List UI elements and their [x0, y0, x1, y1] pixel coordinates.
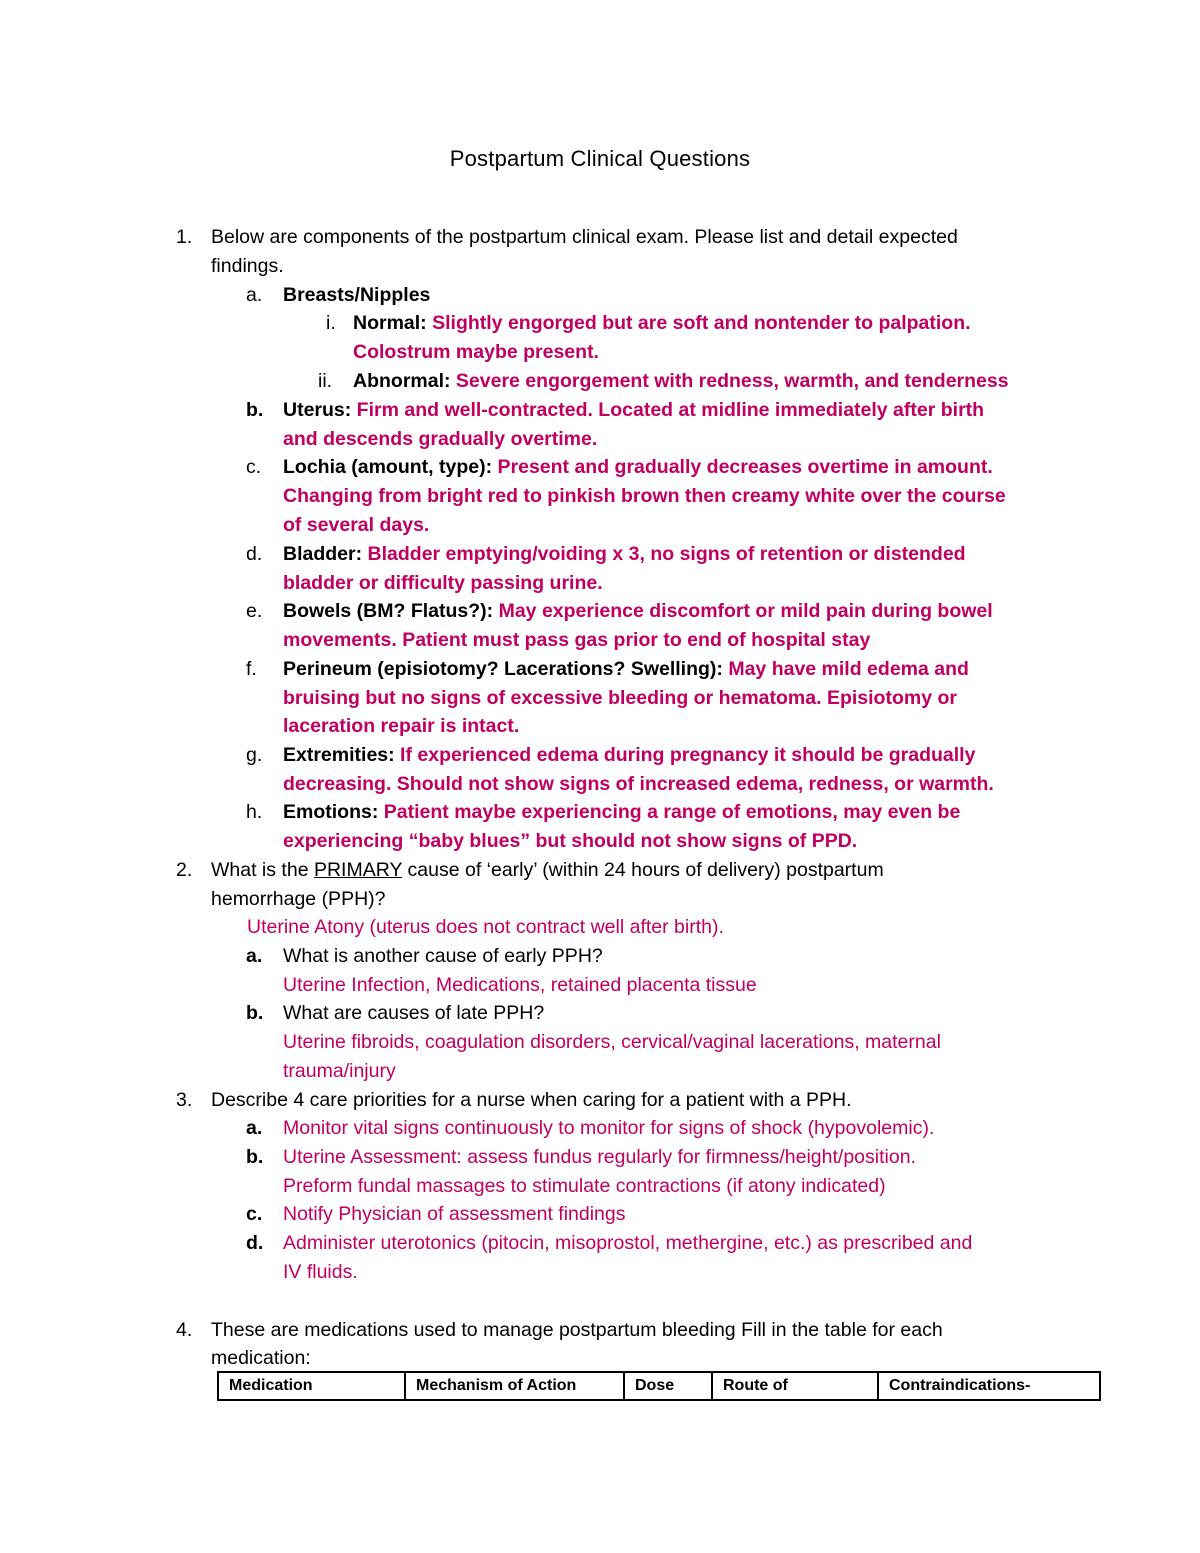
q1h-key: Emotions: [283, 801, 379, 823]
q1f-line1 [283, 655, 969, 684]
q1a-label: a. [246, 284, 263, 306]
q2b-answer2: trauma/injury [283, 1060, 396, 1082]
q1e-answer2: movements. Patient must pass gas prior to end of hospital stay [283, 629, 871, 651]
q3c-label: c. [246, 1203, 263, 1225]
q1c-answer3: of several days. [283, 514, 430, 536]
q2-answer: Uterine Atony (uterus does not contract well after birth). [247, 916, 724, 938]
q1g-key: Extremities: [283, 744, 395, 766]
q2-text-line1 [211, 856, 884, 885]
q1f-answer1: May have mild edema and [722, 658, 969, 680]
q3b-answer2: Preform fundal massages to stimulate contractions (if atony indicated) [283, 1175, 886, 1197]
q3b-label: b. [246, 1146, 264, 1168]
table-header-contraindications: Contraindications- [878, 1372, 1100, 1400]
q1h-answer2: experiencing “baby blues” but should not show signs of PPD. [283, 830, 858, 852]
q1a-ii-label: ii. [318, 370, 333, 392]
q1f-answer3: laceration repair is intact. [283, 715, 520, 737]
q1b-line1 [283, 396, 984, 425]
q1d-key: Bladder: [283, 543, 363, 565]
q2a-label: a. [246, 945, 263, 967]
q1h-line1 [283, 798, 960, 827]
q3d-answer1: Administer uterotonics (pitocin, misoprostol, methergine, etc.) as prescribed and [283, 1232, 973, 1254]
q1e-label: e. [246, 600, 263, 622]
q3-number: 3. [176, 1089, 193, 1111]
q3d-label: d. [246, 1232, 264, 1254]
q1-text-line2: findings. [211, 255, 284, 277]
q3b-answer1: Uterine Assessment: assess fundus regularly for firmness/height/position. [283, 1146, 916, 1168]
q1e-key: Bowels (BM? Flatus?): [283, 600, 494, 622]
q2-text-line2: hemorrhage (PPH)? [211, 888, 386, 910]
q2-post: cause of ‘early’ (within 24 hours of delivery) postpartum [402, 859, 884, 881]
table-header-mechanism: Mechanism of Action [405, 1372, 624, 1400]
q2b-question: What are causes of late PPH? [283, 1002, 545, 1024]
q2-pre: What is the [211, 859, 314, 881]
q1h-answer1: Patient maybe experiencing a range of emotions, may even be [378, 801, 961, 823]
q2-number: 2. [176, 859, 193, 881]
page-title: Postpartum Clinical Questions [449, 146, 751, 171]
q1a-i-label: i. [326, 312, 336, 334]
medication-table [217, 1371, 1101, 1401]
q1f-label: f. [246, 658, 257, 680]
q1g-label: g. [246, 744, 263, 766]
q1d-answer1: Bladder emptying/voiding x 3, no signs of retention or distended [362, 543, 966, 565]
q1f-answer2: bruising but no signs of excessive bleeding or hematoma. Episiotomy or [283, 687, 957, 709]
q1a-i-key: Normal: [353, 312, 427, 334]
q1g-answer1: If experienced edema during pregnancy it should be gradually [394, 744, 976, 766]
q1a-ii-key: Abnormal: [353, 370, 451, 392]
q3-text: Describe 4 care priorities for a nurse when caring for a patient with a PPH. [211, 1089, 852, 1111]
table-header-row [218, 1372, 1100, 1400]
q1d-label: d. [246, 543, 263, 565]
q2-primary: PRIMARY [313, 859, 403, 881]
q1a-i-line1 [353, 309, 971, 338]
q1c-key: Lochia (amount, type): [283, 456, 493, 478]
q2b-label: b. [246, 1002, 264, 1024]
q1a-i-answer1: Slightly engorged but are soft and nontender to palpation. [426, 312, 971, 334]
q1e-answer1: May experience discomfort or mild pain during bowel [493, 600, 993, 622]
q1a-i-answer2: Colostrum maybe present. [353, 341, 599, 363]
q2b-answer1: Uterine fibroids, coagulation disorders, cervical/vaginal lacerations, maternal [283, 1031, 941, 1053]
q1g-line1 [283, 741, 975, 770]
q1b-answer2: and descends gradually overtime. [283, 428, 598, 450]
table-header-route: Route of [712, 1372, 878, 1400]
q1c-answer2: Changing from bright red to pinkish brown then creamy white over the course [283, 485, 1006, 507]
q1c-answer1: Present and gradually decreases overtime in amount. [492, 456, 993, 478]
q1g-answer2: decreasing. Should not show signs of increased edema, redness, or warmth. [283, 773, 994, 795]
q1d-answer2: bladder or difficulty passing urine. [283, 572, 603, 594]
q4-text-line2: medication: [211, 1347, 311, 1369]
q4-number: 4. [176, 1319, 193, 1341]
q3d-answer2: IV fluids. [283, 1261, 358, 1283]
q1-text-line1: Below are components of the postpartum clinical exam. Please list and detail expected [211, 226, 958, 248]
q1a-ii-line [353, 367, 1009, 396]
q1f-key: Perineum (episiotomy? Lacerations? Swelling): [283, 658, 723, 680]
q1a-title: Breasts/Nipples [283, 284, 431, 306]
q1e-line1 [283, 597, 993, 626]
q3a-answer: Monitor vital signs continuously to monitor for signs of shock (hypovolemic). [283, 1117, 935, 1139]
q1b-answer1: Firm and well-contracted. Located at midline immediately after birth [351, 399, 985, 421]
table-header-medication: Medication [218, 1372, 405, 1400]
q1h-label: h. [246, 801, 263, 823]
q1-number: 1. [176, 226, 193, 248]
table-header-dose: Dose [624, 1372, 712, 1400]
q1c-label: c. [246, 456, 262, 478]
q1a-ii-answer: Severe engorgement with redness, warmth, and tenderness [450, 370, 1009, 392]
q2a-answer: Uterine Infection, Medications, retained placenta tissue [283, 974, 757, 996]
q1c-line1 [283, 453, 993, 482]
q3c-answer: Notify Physician of assessment findings [283, 1203, 626, 1225]
q2a-question: What is another cause of early PPH? [283, 945, 603, 967]
q4-text-line1: These are medications used to manage postpartum bleeding Fill in the table for each [211, 1319, 943, 1341]
q1d-line1 [283, 540, 966, 569]
q1b-label: b. [246, 399, 264, 421]
q3a-label: a. [246, 1117, 263, 1139]
q1b-key: Uterus: [283, 399, 352, 421]
